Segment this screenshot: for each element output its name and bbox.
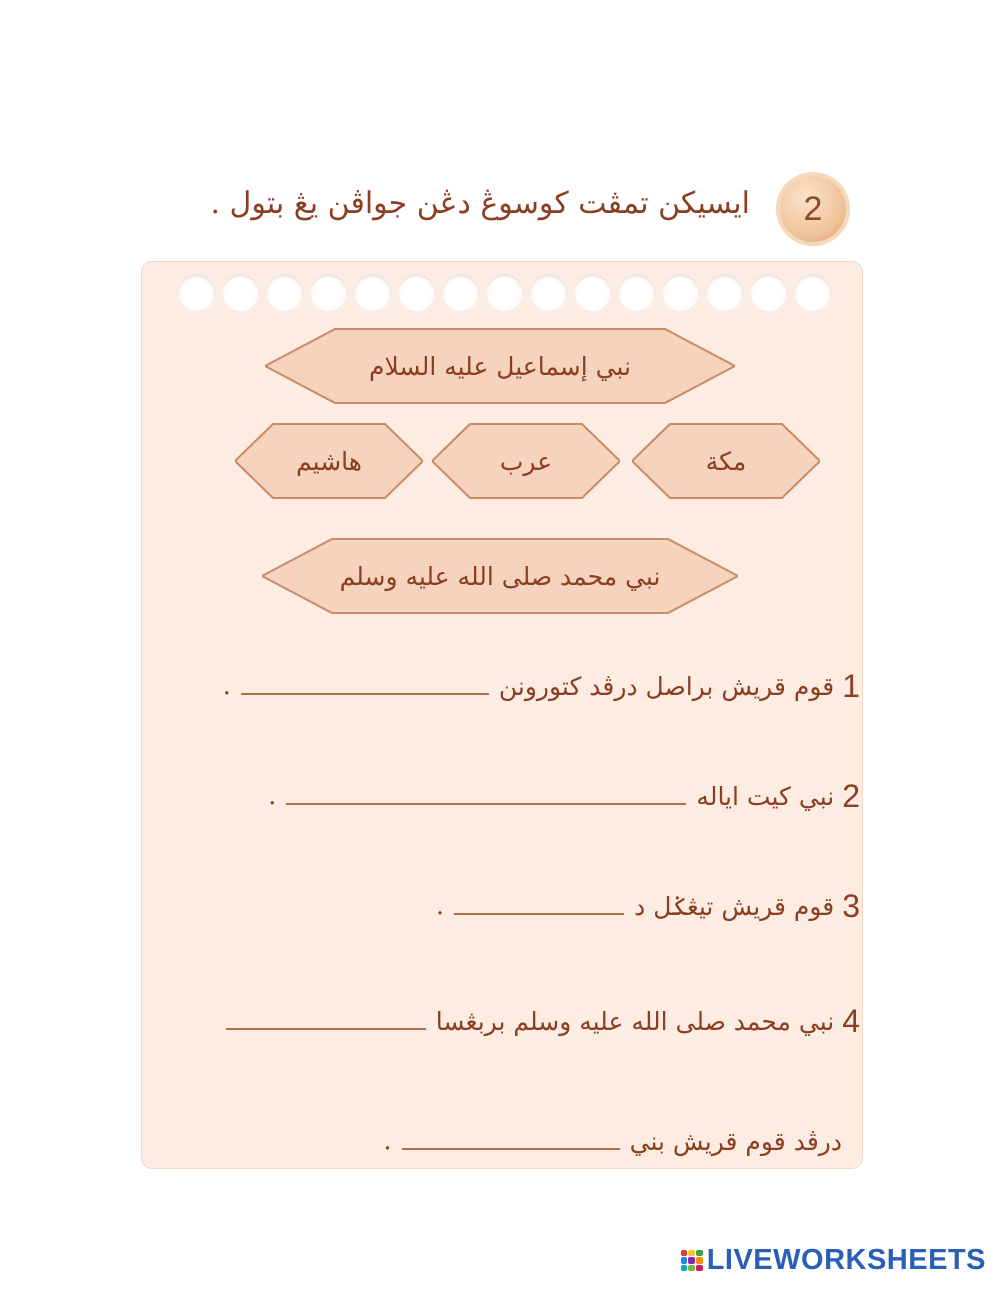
question-text: قوم قريش تيڠݢل د [634, 892, 835, 921]
notebook-ring [442, 274, 479, 311]
notebook-ring [750, 274, 787, 311]
logo-text: LIVEWORKSHEETS [706, 1244, 986, 1276]
word-tile-hashim [235, 422, 423, 500]
question-number: 4 [842, 1003, 860, 1039]
question-3 [436, 875, 860, 925]
notebook-ring [794, 274, 831, 311]
notebook-ring [574, 274, 611, 311]
question-text: قوم قريش براصل درڤد كتورونن [498, 672, 835, 701]
answer-blank[interactable] [454, 912, 624, 915]
exercise-number-badge: 2 [776, 172, 850, 246]
answer-blank[interactable] [226, 1027, 426, 1030]
word-tile-makkah [632, 422, 820, 500]
notebook-ring [662, 274, 699, 311]
answer-blank[interactable] [402, 1147, 620, 1150]
notebook-ring [354, 274, 391, 311]
notebook-ring [706, 274, 743, 311]
question-1 [223, 655, 860, 705]
sentence-period: . [435, 891, 445, 921]
sentence-period: . [268, 781, 277, 811]
word-tile-muhammad [262, 537, 738, 615]
notebook-ring [266, 274, 303, 311]
answer-blank[interactable] [241, 692, 489, 695]
notebook-ring [310, 274, 347, 311]
sentence-period: . [383, 1126, 392, 1156]
notebook-ring [486, 274, 523, 311]
question-number: 2 [842, 778, 860, 814]
word-tile-label: هاشيم [296, 446, 362, 476]
question-text: نبي محمد صلى الله عليه وسلم بربڠسا [435, 1007, 835, 1036]
question-text: نبي كيت اياله [696, 782, 835, 811]
word-tile-label: عرب [499, 446, 553, 476]
word-tile-label: مكة [705, 446, 747, 476]
notebook-ring [398, 274, 435, 311]
question-2 [268, 765, 860, 815]
notebook-rings [178, 274, 831, 311]
answer-blank[interactable] [286, 802, 686, 805]
question-number: 1 [842, 668, 860, 704]
exercise-heading [180, 172, 850, 252]
question-text: درڤد قوم قريش بني [629, 1127, 842, 1156]
notebook-ring [178, 274, 215, 311]
word-tile-label: نبي محمد صلى الله عليه وسلم [339, 561, 661, 591]
notebook-ring [222, 274, 259, 311]
word-tile-label: نبي إسماعيل عليه السلام [369, 351, 631, 381]
instruction-text: ايسيكن تمڤت كوسوڠ دڠن جواڤن يڠ بتول . [210, 186, 750, 221]
notebook-ring [618, 274, 655, 311]
notebook-ring [530, 274, 567, 311]
question-4-continued [383, 1110, 850, 1160]
question-number: 3 [842, 888, 860, 924]
word-tile-ismail [265, 327, 735, 405]
question-4 [216, 990, 860, 1040]
word-tile-arab [432, 422, 620, 500]
logo-grid-icon [681, 1250, 703, 1272]
sentence-period: . [222, 671, 231, 701]
liveworksheets-logo[interactable] [681, 1244, 986, 1277]
